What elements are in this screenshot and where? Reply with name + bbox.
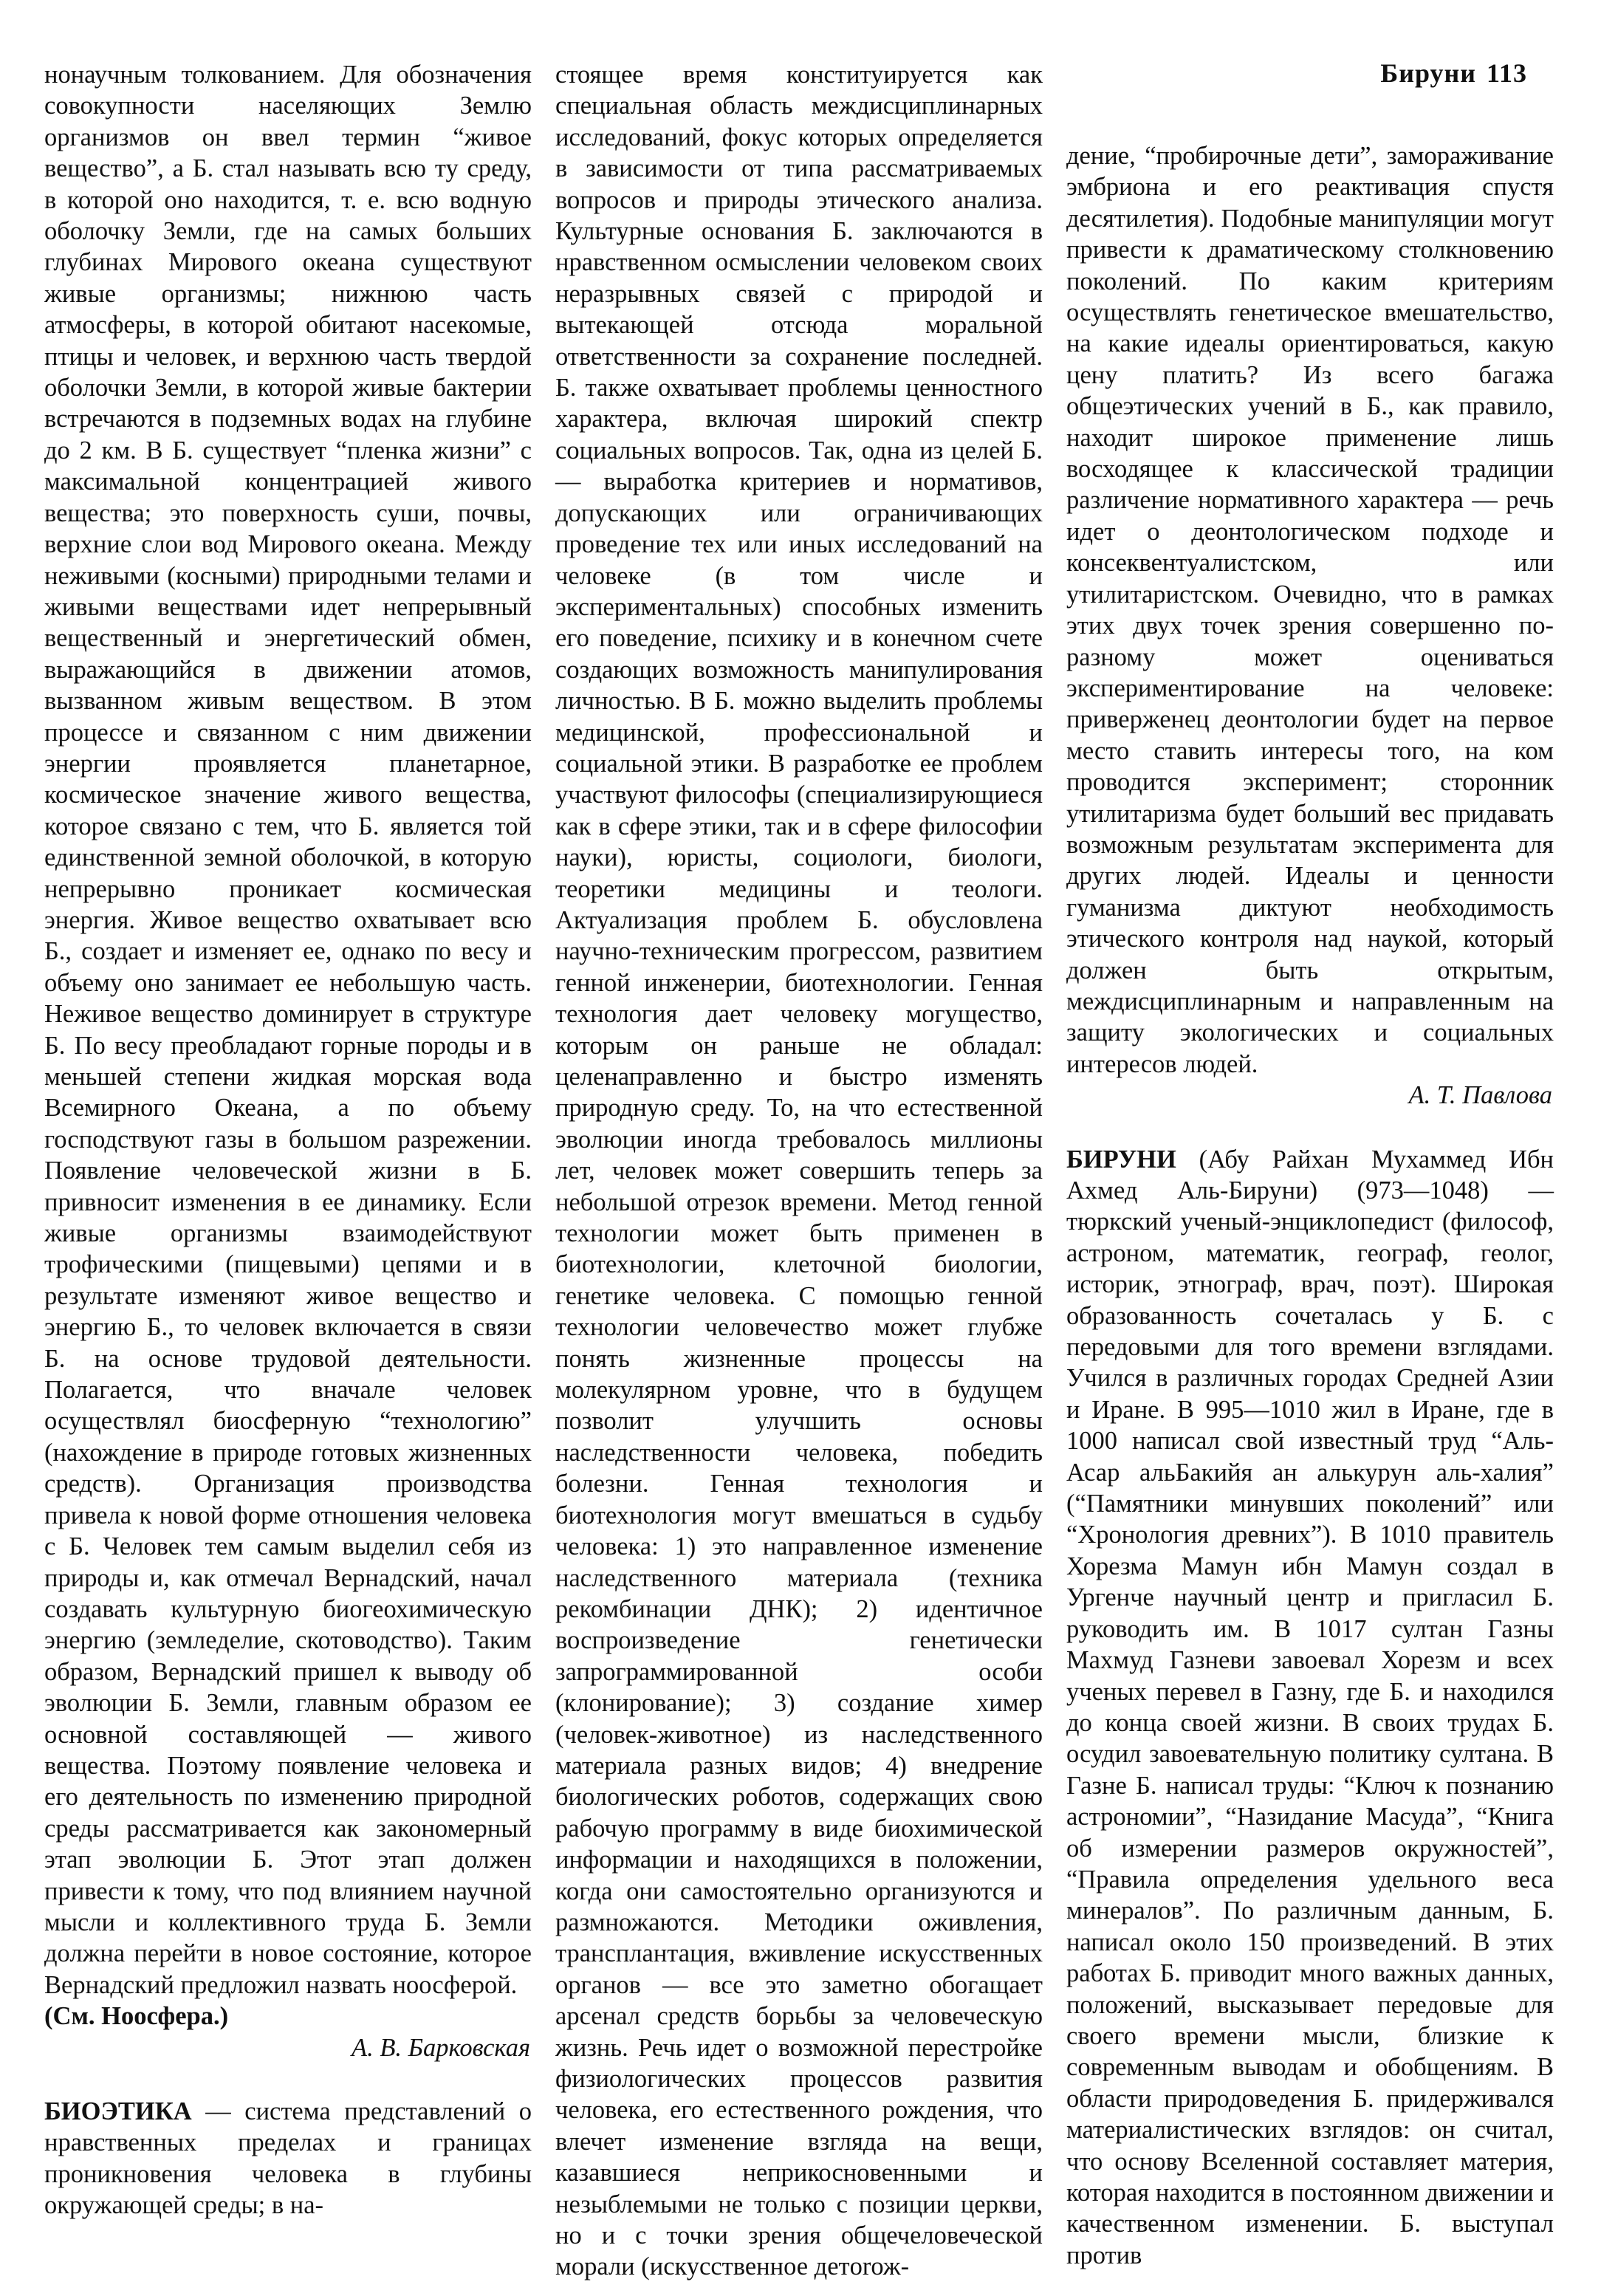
page-number: 113 <box>1486 58 1527 88</box>
column-right <box>1066 140 1554 2271</box>
entry-gap <box>1066 1111 1554 1144</box>
bioethics-text: стоящее время конституируется как специальная область междисциплинарных исследований, фокус которых определяется в зависимости от типа рассматриваемых вопросов и природы этического анализа. Культурные основания Б. заключаются в нравственном осмыслении человеком своих неразрывных связей с природой и вытекающей отсюда моральной ответственности за сохранение последней. Б. также охватывает проблемы ценностного характера, включая широкий спектр социальных вопросов. Так, одна из целей Б. — выработка критериев и нормативов, допускающих или ограничивающих проведение тех или иных исследований на человеке (в том числе и экспериментальных) способных изменить его поведение, психику и в конечном счете создающих возможность манипулирования личностью. В Б. можно выделить проблемы медицинской, профессиональной и социальной этики. В разработке ее проблем участвуют философы (специализирующиеся как в сфере этики, так и в сфере философии науки), юристы, социологи, биологи, теоретики медицины и теологи. Актуализация проблем Б. обусловлена научно-техническим прогрессом, развитием генной инженерии, биотехнологии. Генная технология дает человеку могущество, которым он раньше не обладал: целенаправленно и быстро изменять природную среду. То, на что естественной эволюции иногда требовалось миллионы лет, человек может совершить теперь за небольшой отрезок времени. Метод генной технологии может быть применен в биотехнологии, клеточной биологии, генетике человека. С помощью генной технологии человечество может глубже понять жизненные процессы на молекулярном уровне, что в будущем позволит улучшить основы наследственности человека, победить болезни. Генная технология и биотехнология могут вмешаться в судьбу человека: 1) это направленное изменение наследственного материала (техника рекомбинации ДНК); 2) идентичное воспроизведение генетически запрограммированной особи (клонирование); 3) создание химер (человек-животное) из наследственного материала разных видов; 4) внедрение биологических роботов, содержащих свою рабочую программу в виде биохимической информации и находящихся в положении, когда они самостоятельно организуются и размножаются. Методики оживления, трансплантация, вживление искусственных органов — все это заметно обогащает арсенал средств борьбы за человеческую жизнь. Речь идет о возможной перестройке физиологических процессов развития человека, его естественного рождения, что влечет изменение взгляда на вещи, казавшиеся неприкосновенными и незыблемыми не только с позиции церкви, но и с точки зрения общечеловеческой морали (искусственное детorож- <box>555 61 1043 2281</box>
entry-gap <box>44 2063 532 2096</box>
author-pavlova: А. Т. Павлова <box>1408 1081 1552 1110</box>
biosphere-text: нонаучным толкованием. Для обозначения совокупности населяющих Землю организмов он ввел термин “живое вещество”, а Б. стал называть всю ту среду, в которой оно находится, т. е. всю водную оболочку Земли, где на самых больших глубинах Мирового океана существуют живые организмы; нижнюю часть атмосферы, в которой обитают насекомые, птицы и человек, и верхнюю часть твердой оболочки Земли, в которой живые бактерии встречаются в подземных водах на глубине до 2 км. В Б. существует “пленка жизни” с максимальной концентрацией живого вещества; это поверхность суши, почвы, верхние слои вод Мирового океана. Между неживыми (косными) природными телами и живыми веществами идет непрерывный вещественный и энергетический обмен, выражающийся в движении атомов, вызванном живым веществом. В этом процессе и связанном с ним движении энергии проявляется планетарное, космическое значение живого вещества, которое связано с тем, что Б. является той единственной земной оболочкой, в которую непрерывно проникает космическая энергия. Живое вещество охватывает всю Б., создает и изменяет ее, однако по весу и объему оно занимает ее небольшую часть. Неживое вещество доминирует в структуре Б. По весу преобладают горные породы и в меньшей степени жидкая морская вода Всемирного Океана, а по объему господствуют газы в большом разрежении. Появление человеческой жизни в Б. привносит изменения в ее динамику. Если живые организмы взаимодействуют трофическими (пищевыми) цепями и в результате изменяют живое вещество и энергию Б., то человек включается в связи Б. на основе трудовой деятельности. Полагается, что вначале человек осуществлял биосферную “технологию” (нахождение в природе готовых жизненных средств). Организация производства привела к новой форме отношения человека с Б. Человек тем самым выделил себя из природы и, как отмечал Вернадский, начал создавать культурную биогеохимическую энергию (земледелие, скотоводство). Таким образом, Вернадский пришел к выводу об эволюции Б. Земли, главным образом ее основной составляющей — живого вещества. Поэтому появление человека и его деятельность по изменению природной среды рассматривается как закономерный этап эволюции Б. Этот этап должен привести к тому, что под влиянием научной мысли и коллективного труда Б. Земли должна перейти в новое состояние, которое Вернадский предложил назвать ноосферой. <box>44 61 532 1999</box>
running-header <box>1380 58 1527 89</box>
author-barkovskaya: А. В. Барковская <box>352 2033 530 2062</box>
bioethics-definition: — система представлений о нравственных пределах и границах проникновения человека в глубины окружающей среды; в на- <box>44 2097 532 2220</box>
column-middle <box>555 59 1043 2283</box>
bioethics-text-end: дение, “пробирочные дети”, замораживание эмбриона и его реактивация спустя десятилетия). Подобные манипуляции могут привести к драматическому столкновению поколений. По каким критериям осуществлять генетическое вмешательство, на какие идеалы ориентироваться, какую цену платить? Из всего багажа общеэтических учений в Б., как правило, находит широкое применение лишь восходящее к классической традиции различение нормативного характера — речь идет о деонтологическом подходе и консеквентуалистском, или утилитаристском. Очевидно, что в рамках этих двух точек зрения совершенно по-разному может оцениваться экспериментирование на человеке: приверженец деонтологии будет на первое место ставить интересы того, на ком проводится эксперимент; сторонник утилитаризма будет больший вес придавать возможным результатам эксперимента для других людей. Идеалы и ценности гуманизма диктуют необходимость этического контроля над наукой, который должен быть открытым, междисциплинарным и направленным на защиту экологических и социальных интересов людей. <box>1066 142 1554 1078</box>
header-title: Бируни <box>1380 58 1476 88</box>
biruni-definition: (Абу Райхан Мухаммед Ибн Ахмед Аль-Бируни) (973—1048) — тюркский ученый-энциклопедист (философ, астроном, математик, географ, геолог, историк, этнограф, врач, поэт). Широкая образованность сочеталась у Б. с передовыми для того времени взглядами. Учился в различных городах Средней Азии и Иране. В 995—1010 жил в Иране, где в 1000 написал свой известный труд “Аль-Асар альБакийя ан алькурун аль-халия” (“Памятники минувших поколений” или “Хронология древних”). В 1010 правитель Хорезма Мамун ибн Мамун создал в Ургенче научный центр и пригласил Б. руководить им. В 1017 султан Газны Махмуд Газневи завоевал Хорезм и всех ученых перевел в Газну, где Б. и находился до конца своей жизни. В своих трудах Б. осудил завоевательную политику султана. В Газне Б. написал труды: “Ключ к познанию астрономии”, “Назидание Масуда”, “Книга об измерении размеров окружностей”, “Правила определения удельного веса минералов”. По различным данным, Б. написал около 150 произведений. В этих работах Б. приводит много важных данных, положений, высказывает передовые для своего времени мысли, близкие к современным выводам и обобщениям. В области природоведения Б. придерживался материалистических взглядов: он считал, что основу Вселенной составляет материя, которая находится в постоянном движении и качественном изменении. Б. выступал против <box>1066 1145 1554 2269</box>
see-also-reference: (См. Ноосфера.) <box>44 2002 229 2031</box>
column-left <box>44 59 532 2221</box>
bioethics-entry-start <box>44 2096 532 2221</box>
bioethics-headword: БИОЭТИКА <box>44 2097 192 2125</box>
biruni-entry <box>1066 1144 1554 2272</box>
biruni-headword: БИРУНИ <box>1066 1145 1176 1173</box>
